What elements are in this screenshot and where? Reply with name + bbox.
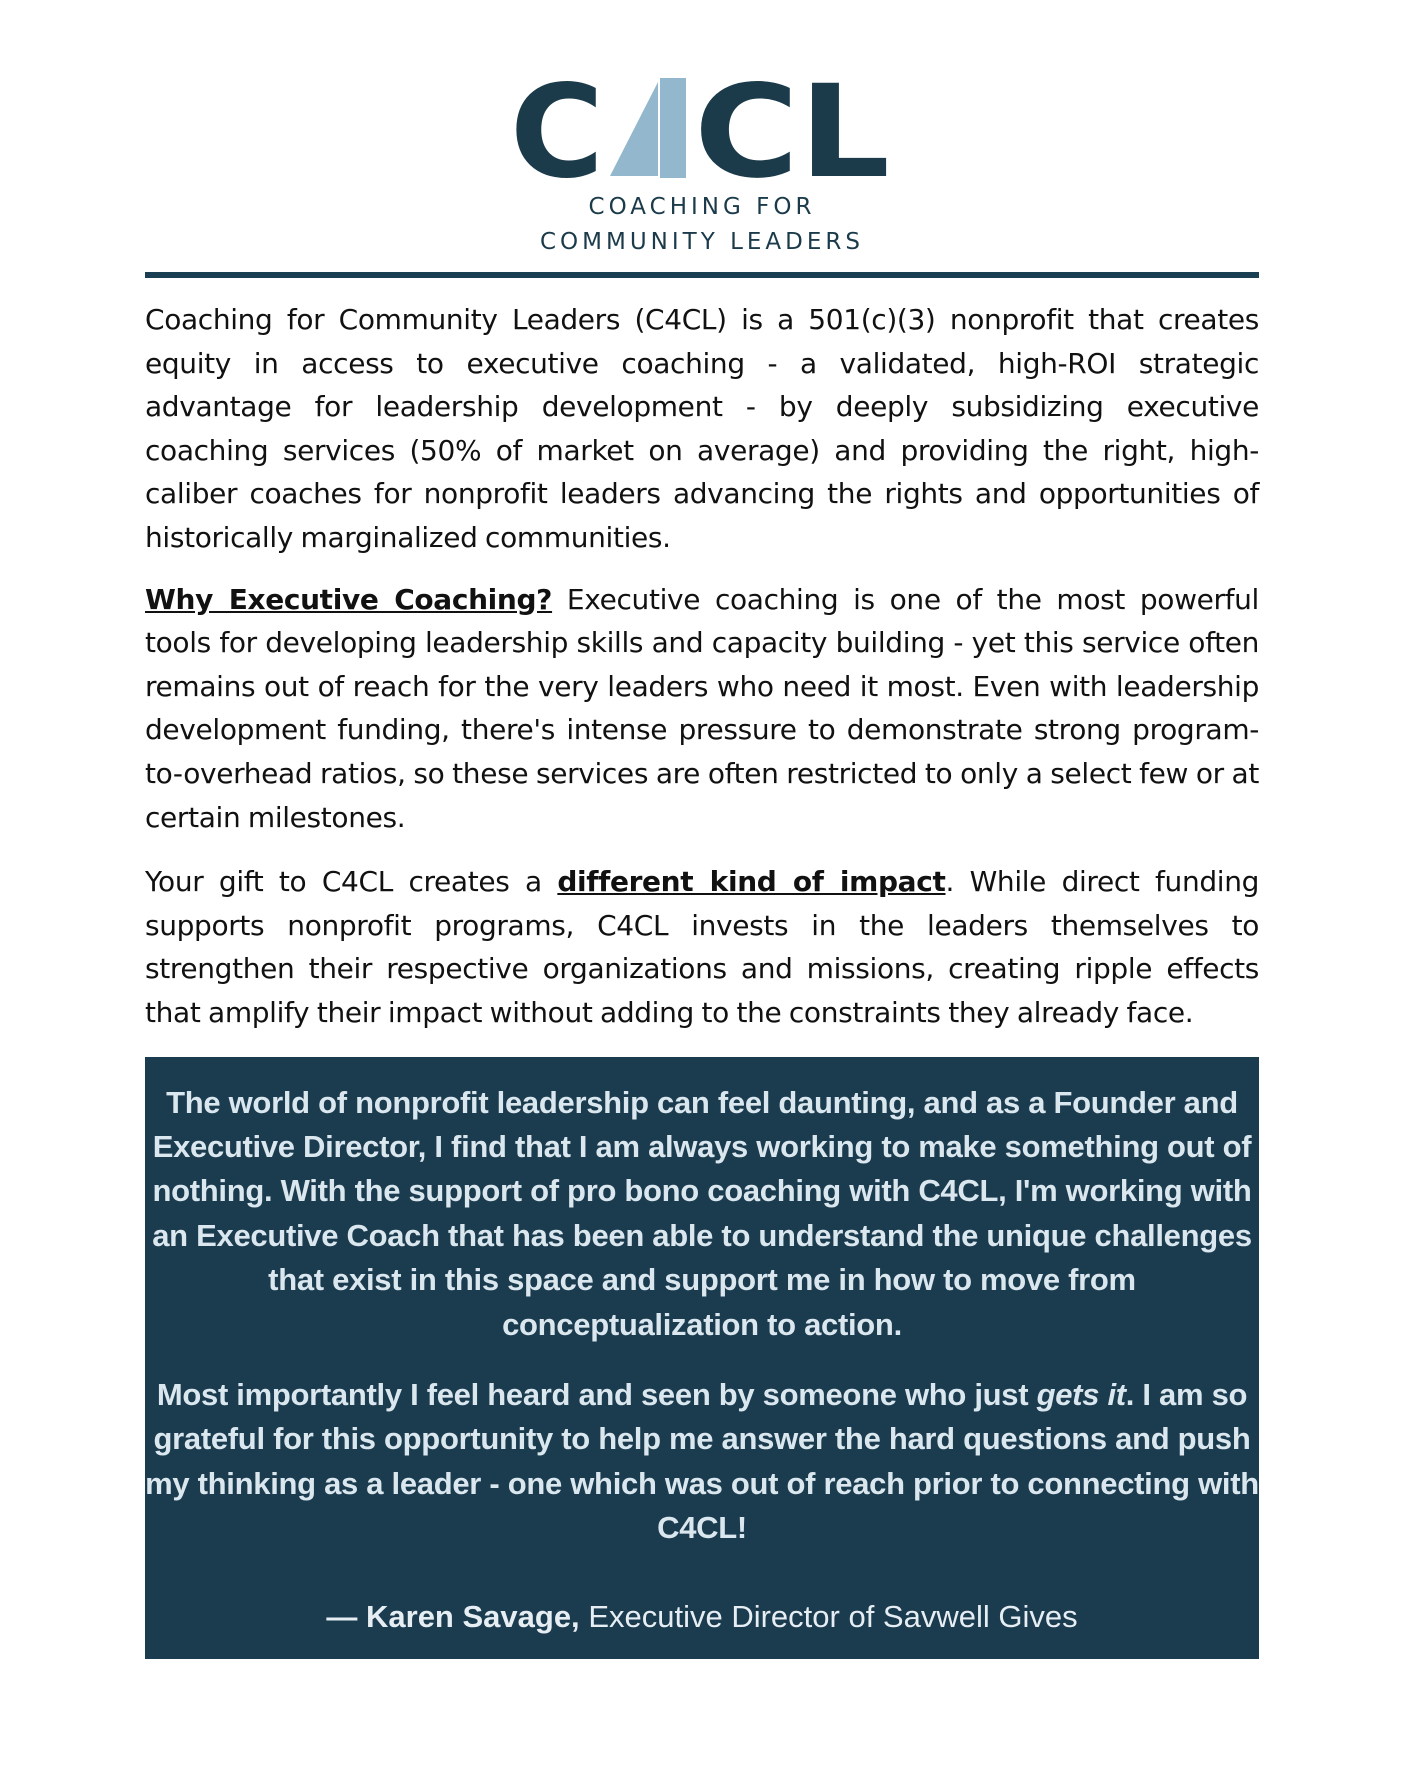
header-divider xyxy=(145,272,1259,278)
testimonial-quote-2-after: . I am so grateful for this opportunity to help me answer the hard questions and push my thinking as a leader - one which was out of reach prior to connecting with C4CL! xyxy=(145,1376,1259,1546)
impact-text-before: Your gift to C4CL creates a xyxy=(145,865,558,899)
attribution-name: — Karen Savage, xyxy=(326,1598,580,1634)
testimonial-quote-2 xyxy=(145,1373,1259,1551)
c4cl-logo xyxy=(145,0,1259,275)
document-page xyxy=(145,0,1259,1659)
attribution-role: Executive Director of Savwell Gives xyxy=(588,1598,1078,1634)
impact-paragraph xyxy=(145,860,1259,1034)
why-coaching-heading: Why Executive Coaching? xyxy=(145,582,553,616)
testimonial-box xyxy=(145,1057,1259,1659)
testimonial-attribution xyxy=(145,1595,1259,1639)
logo-letter-c: C xyxy=(510,72,604,184)
testimonial-quote-2-emphasis: gets it xyxy=(1036,1376,1126,1412)
why-coaching-text: Executive coaching is one of the most powerful tools for developing leadership skills and capacity building - yet this service often remains out of reach for the very leaders who need it most. Even with leadership development funding, there's intense pressure to demonstrate strong program-to-overhead ratios, so these services are often restricted to only a select few or at certain milestones. xyxy=(145,582,1259,834)
testimonial-quote-2-before: Most importantly I feel heard and seen by someone who just xyxy=(156,1376,1037,1412)
logo-tagline-line1: COACHING FOR xyxy=(588,194,816,220)
logo-tagline-line2: COMMUNITY LEADERS xyxy=(540,229,864,255)
testimonial-quote-1: The world of nonprofit leadership can feel daunting, and as a Founder and Executive Director, I find that I am always working to make something out of nothing. With the support of pro bono coaching with C4CL, I'm working with an Executive Coach that has been able to understand the unique challenges that exist in this space and support me in how to move from conceptualization to action. xyxy=(152,1084,1252,1342)
intro-paragraph: Coaching for Community Leaders (C4CL) is a 501(c)(3) nonprofit that creates equity in access to executive coaching - a validated, high-ROI strategic advantage for leadership development - by deeply subsidizing executive coaching services (50% of market on average) and providing the right, high-caliber coaches for nonprofit leaders advancing the rights and opportunities of historically marginalized communities. xyxy=(145,303,1259,554)
logo-four-icon xyxy=(610,78,686,178)
c4cl-logo-mark xyxy=(510,72,890,184)
logo-letters-cl: CL xyxy=(694,72,890,184)
impact-text-after: . While direct funding supports nonprofit programs, C4CL invests in the leaders themselves to strengthen their respective organizations and missions, creating ripple effects that amplify their impact without adding to the constraints they already face. xyxy=(145,865,1260,1029)
impact-emphasis: different kind of impact xyxy=(557,865,946,899)
why-coaching-paragraph xyxy=(145,578,1259,840)
